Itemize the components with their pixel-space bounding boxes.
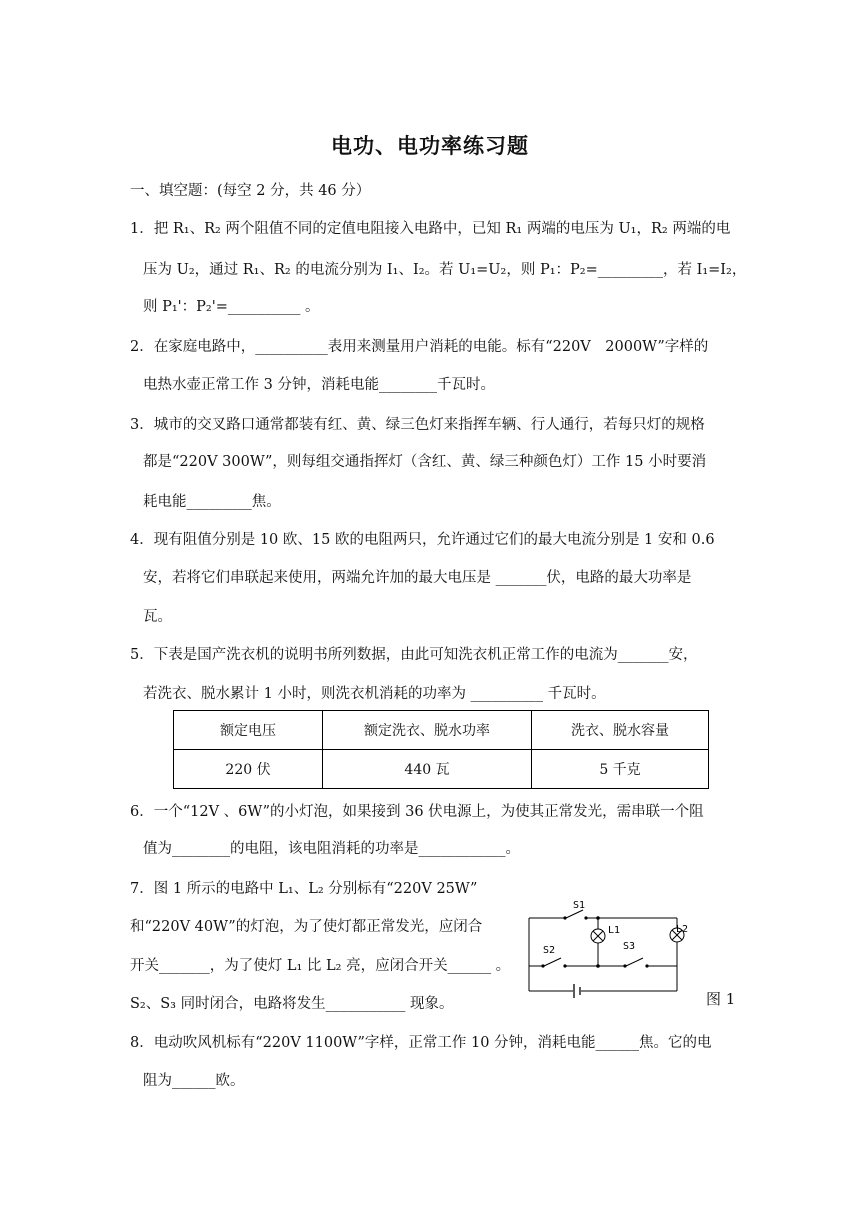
table-header-row — [174, 711, 709, 750]
q6-line2: 值为________的电阻，该电阻消耗的功率是____________。 — [143, 841, 520, 857]
figure-label: 图 1 — [706, 990, 736, 1008]
q7-line4: S₂、S₃ 同时闭合，电路将发生___________ 现象。 — [130, 996, 454, 1012]
circuit-diagram — [525, 896, 690, 998]
q1-line3: 则 P₁'：P₂'=__________ 。 — [143, 299, 320, 315]
q6-line1: 6．一个“12V 、6W”的小灯泡，如果接到 36 伏电源上，为使其正常发光，需串联一个阻 — [130, 804, 704, 820]
q2-line1: 2．在家庭电路中，__________表用来测量用户消耗的电能。标有“220V 2000W”字样的 — [130, 339, 709, 355]
q8-line2: 阻为______欧。 — [143, 1073, 245, 1089]
q4-line3: 瓦。 — [143, 609, 172, 625]
q3-line1: 3．城市的交叉路口通常都装有红、黄、绿三色灯来指挥车辆、行人通行，若每只灯的规格 — [130, 417, 705, 433]
q3-line3: 耗电能_________焦。 — [143, 494, 281, 510]
q7-line1: 7．图 1 所示的电路中 L₁、L₂ 分别标有“220V 25W” — [130, 881, 478, 897]
switch-s1-label: S1 — [573, 900, 586, 911]
page-title: 电功、电功率练习题 — [331, 133, 529, 158]
switch-s3-label: S3 — [623, 941, 636, 952]
lamp-l1-icon — [591, 929, 605, 943]
q4-line1: 4．现有阻值分别是 10 欧、15 欧的电阻两只，允许通过它们的最大电流分别是 1 安和 0.6 — [130, 532, 715, 548]
table-cell: 5 千克 — [532, 750, 709, 789]
table-header-cell: 额定洗衣、脱水功率 — [323, 711, 532, 750]
q7-line3: 开关_______，为了使灯 L₁ 比 L₂ 亮，应闭合开关______ 。 — [130, 958, 511, 974]
q1-line2: 压为 U₂，通过 R₁、R₂ 的电流分别为 I₁、I₂。若 U₁=U₂，则 P₁：P₂=_________，若 I₁=I₂， — [143, 262, 747, 278]
q5-line2: 若洗衣、脱水累计 1 小时，则洗衣机消耗的功率为 __________ 千瓦时。 — [143, 686, 606, 702]
table-cell: 220 伏 — [174, 750, 323, 789]
table-row — [174, 750, 709, 789]
lamp-l2-label: L2 — [675, 924, 688, 935]
q2-line2: 电热水壶正常工作 3 分钟，消耗电能________千瓦时。 — [143, 377, 495, 393]
switch-s2-label: S2 — [543, 945, 556, 956]
q7-line2: 和“220V 40W”的灯泡，为了使灯都正常发光，应闭合 — [130, 919, 483, 935]
table-header-cell: 额定电压 — [174, 711, 323, 750]
table-cell: 440 瓦 — [323, 750, 532, 789]
q5-line1: 5．下表是国产洗衣机的说明书所列数据，由此可知洗衣机正常工作的电流为_______安， — [130, 647, 698, 663]
washer-spec-table — [173, 710, 709, 789]
table-header-cell: 洗衣、脱水容量 — [532, 711, 709, 750]
q1-line1: 1．把 R₁、R₂ 两个阻值不同的定值电阻接入电路中，已知 R₁ 两端的电压为 U₁，R₂ 两端的电 — [130, 221, 731, 237]
lamp-l1-label: L1 — [608, 925, 621, 936]
q3-line2: 都是“220V 300W”，则每组交通指挥灯（含红、黄、绿三种颜色灯）工作 15 小时要消 — [143, 454, 707, 470]
q8-line1: 8．电动吹风机标有“220V 1100W”字样，正常工作 10 分钟，消耗电能______焦。它的电 — [130, 1035, 712, 1051]
q4-line2: 安，若将它们串联起来使用，两端允许加的最大电压是 _______伏，电路的最大功率是 — [143, 570, 692, 586]
section-heading: 一、填空题：(每空 2 分，共 46 分） — [130, 183, 371, 199]
